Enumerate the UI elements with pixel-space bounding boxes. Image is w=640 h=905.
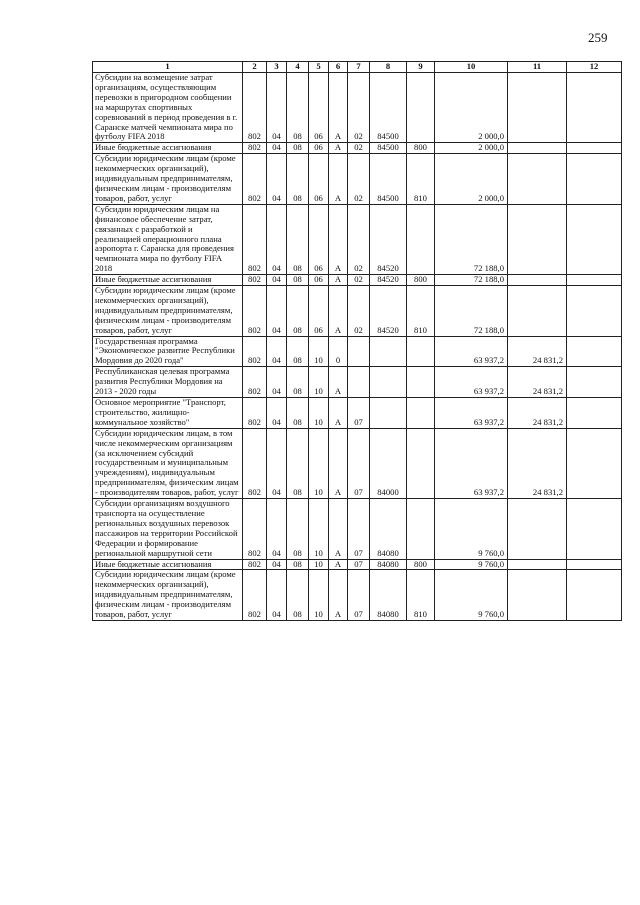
cell-col9: 810	[407, 154, 435, 205]
table-row	[93, 204, 622, 274]
cell-col10: 2 000,0	[435, 154, 508, 205]
cell-col4: 08	[287, 428, 309, 498]
cell-col6: А	[329, 73, 348, 143]
cell-col8: 84500	[370, 154, 407, 205]
budget-table	[92, 61, 622, 621]
cell-col7: 02	[348, 204, 370, 274]
row-name: Основное мероприятие "Транспорт, строительство, жилищно-коммунальное хозяйство"	[93, 398, 243, 429]
cell-col12	[567, 275, 622, 286]
cell-col9: 800	[407, 275, 435, 286]
table-row	[93, 336, 622, 367]
cell-col4: 08	[287, 367, 309, 398]
cell-col8: 84080	[370, 559, 407, 570]
cell-col12	[567, 143, 622, 154]
cell-col4: 08	[287, 559, 309, 570]
cell-col8: 84000	[370, 428, 407, 498]
cell-col9: 800	[407, 559, 435, 570]
cell-col12	[567, 367, 622, 398]
cell-col11	[508, 570, 567, 621]
cell-col5: 10	[309, 570, 329, 621]
cell-col2: 802	[243, 275, 267, 286]
cell-col2: 802	[243, 367, 267, 398]
cell-col3: 04	[267, 275, 287, 286]
row-name: Субсидии юридическим лицам на финансовое обеспечение затрат, связанных с разработкой и реализацией операционного плана аэропорта г. Саранска для проведения чемпионата мира по футболу FIFA 2018	[93, 204, 243, 274]
cell-col5: 10	[309, 559, 329, 570]
cell-col8: 84500	[370, 73, 407, 143]
cell-col11: 24 831,2	[508, 428, 567, 498]
cell-col12	[567, 398, 622, 429]
cell-col2: 802	[243, 559, 267, 570]
cell-col5: 10	[309, 428, 329, 498]
cell-col6: А	[329, 367, 348, 398]
cell-col4: 08	[287, 398, 309, 429]
row-name: Субсидии юридическим лицам (кроме некоммерческих организаций), индивидуальным предпринимателям, физическим лицам - производителям товаров, работ, услуг	[93, 154, 243, 205]
header-row	[93, 62, 622, 73]
cell-col2: 802	[243, 336, 267, 367]
cell-col8	[370, 336, 407, 367]
cell-col3: 04	[267, 559, 287, 570]
cell-col5: 10	[309, 398, 329, 429]
cell-col4: 08	[287, 143, 309, 154]
row-name: Субсидии юридическим лицам (кроме некоммерческих организаций), индивидуальным предпринимателям, физическим лицам - производителям товаров, работ, услуг	[93, 286, 243, 337]
cell-col7: 02	[348, 73, 370, 143]
cell-col10: 63 937,2	[435, 367, 508, 398]
cell-col11	[508, 204, 567, 274]
cell-col10: 72 188,0	[435, 275, 508, 286]
cell-col9: 800	[407, 143, 435, 154]
cell-col12	[567, 499, 622, 559]
cell-col6: А	[329, 204, 348, 274]
cell-col5: 10	[309, 336, 329, 367]
cell-col6: А	[329, 559, 348, 570]
cell-col10: 9 760,0	[435, 570, 508, 621]
row-name: Республиканская целевая программа развития Республики Мордовия на 2013 - 2020 годы	[93, 367, 243, 398]
cell-col6: А	[329, 570, 348, 621]
cell-col9	[407, 428, 435, 498]
column-header: 8	[370, 62, 407, 73]
table-row	[93, 367, 622, 398]
cell-col7: 07	[348, 570, 370, 621]
cell-col2: 802	[243, 286, 267, 337]
row-name: Иные бюджетные ассигнования	[93, 559, 243, 570]
cell-col11	[508, 286, 567, 337]
table-row	[93, 559, 622, 570]
cell-col3: 04	[267, 499, 287, 559]
cell-col2: 802	[243, 570, 267, 621]
row-name: Субсидии на возмещение затрат организациям, осуществляющим перевозки в пригородном сообщении на маршрутах спортивных соревнований в период проведения в г. Саранске матчей чемпионата мира по футболу FIFA 2018	[93, 73, 243, 143]
table-row	[93, 143, 622, 154]
table-row	[93, 154, 622, 205]
column-header: 10	[435, 62, 508, 73]
cell-col3: 04	[267, 143, 287, 154]
column-header: 6	[329, 62, 348, 73]
cell-col8: 84520	[370, 204, 407, 274]
cell-col3: 04	[267, 367, 287, 398]
cell-col8	[370, 398, 407, 429]
cell-col6: А	[329, 398, 348, 429]
cell-col2: 802	[243, 398, 267, 429]
cell-col10: 2 000,0	[435, 143, 508, 154]
cell-col3: 04	[267, 286, 287, 337]
table-row	[93, 286, 622, 337]
row-name: Субсидии юридическим лицам (кроме некоммерческих организаций), индивидуальным предпринимателям, физическим лицам - производителям товаров, работ, услуг	[93, 570, 243, 621]
table-row	[93, 570, 622, 621]
cell-col6: А	[329, 499, 348, 559]
cell-col2: 802	[243, 204, 267, 274]
cell-col8: 84520	[370, 275, 407, 286]
cell-col12	[567, 204, 622, 274]
cell-col8: 84520	[370, 286, 407, 337]
row-name: Субсидии организациям воздушного транспорта на осуществление региональных воздушных перевозок пассажиров на территории Российской Федерации и формирование региональной маршрутной сети	[93, 499, 243, 559]
cell-col3: 04	[267, 204, 287, 274]
cell-col4: 08	[287, 204, 309, 274]
cell-col8: 84080	[370, 570, 407, 621]
cell-col6: А	[329, 154, 348, 205]
table-row	[93, 398, 622, 429]
cell-col4: 08	[287, 275, 309, 286]
cell-col7: 07	[348, 428, 370, 498]
column-header: 7	[348, 62, 370, 73]
cell-col7: 07	[348, 499, 370, 559]
cell-col9	[407, 73, 435, 143]
cell-col7: 07	[348, 398, 370, 429]
cell-col5: 06	[309, 286, 329, 337]
column-header: 5	[309, 62, 329, 73]
cell-col12	[567, 286, 622, 337]
cell-col9	[407, 336, 435, 367]
cell-col11	[508, 73, 567, 143]
column-header: 9	[407, 62, 435, 73]
cell-col7: 02	[348, 275, 370, 286]
cell-col3: 04	[267, 570, 287, 621]
cell-col6: А	[329, 143, 348, 154]
cell-col10: 63 937,2	[435, 428, 508, 498]
cell-col9: 810	[407, 286, 435, 337]
cell-col9: 810	[407, 570, 435, 621]
cell-col4: 08	[287, 336, 309, 367]
cell-col2: 802	[243, 499, 267, 559]
cell-col10: 63 937,2	[435, 398, 508, 429]
cell-col10: 2 000,0	[435, 73, 508, 143]
cell-col5: 06	[309, 143, 329, 154]
cell-col8: 84500	[370, 143, 407, 154]
cell-col8: 84080	[370, 499, 407, 559]
cell-col11: 24 831,2	[508, 336, 567, 367]
cell-col12	[567, 154, 622, 205]
column-header: 11	[508, 62, 567, 73]
cell-col7: 02	[348, 154, 370, 205]
cell-col10: 9 760,0	[435, 559, 508, 570]
cell-col6: 0	[329, 336, 348, 367]
cell-col6: А	[329, 428, 348, 498]
cell-col4: 08	[287, 570, 309, 621]
cell-col10: 63 937,2	[435, 336, 508, 367]
cell-col3: 04	[267, 73, 287, 143]
cell-col12	[567, 73, 622, 143]
cell-col11: 24 831,2	[508, 367, 567, 398]
table-row	[93, 499, 622, 559]
cell-col12	[567, 570, 622, 621]
cell-col3: 04	[267, 336, 287, 367]
cell-col11	[508, 275, 567, 286]
cell-col8	[370, 367, 407, 398]
cell-col9	[407, 367, 435, 398]
cell-col5: 10	[309, 499, 329, 559]
cell-col5: 06	[309, 73, 329, 143]
column-header: 3	[267, 62, 287, 73]
cell-col9	[407, 398, 435, 429]
column-header: 12	[567, 62, 622, 73]
cell-col9	[407, 499, 435, 559]
cell-col4: 08	[287, 73, 309, 143]
cell-col12	[567, 559, 622, 570]
cell-col3: 04	[267, 154, 287, 205]
cell-col11	[508, 143, 567, 154]
cell-col7: 07	[348, 559, 370, 570]
cell-col10: 9 760,0	[435, 499, 508, 559]
cell-col11	[508, 559, 567, 570]
page-number: 259	[588, 30, 608, 45]
cell-col2: 802	[243, 143, 267, 154]
cell-col2: 802	[243, 428, 267, 498]
table-row	[93, 73, 622, 143]
cell-col7	[348, 336, 370, 367]
cell-col11	[508, 154, 567, 205]
cell-col10: 72 188,0	[435, 204, 508, 274]
cell-col5: 06	[309, 154, 329, 205]
cell-col5: 06	[309, 275, 329, 286]
cell-col2: 802	[243, 154, 267, 205]
cell-col4: 08	[287, 286, 309, 337]
cell-col7: 02	[348, 286, 370, 337]
cell-col11	[508, 499, 567, 559]
cell-col6: А	[329, 286, 348, 337]
cell-col9	[407, 204, 435, 274]
column-header: 4	[287, 62, 309, 73]
column-header: 2	[243, 62, 267, 73]
cell-col7	[348, 367, 370, 398]
row-name: Субсидии юридическим лицам, в том числе некоммерческим организациям (за исключением субсидий государственным и муниципальным учреждениям), индивидуальным предпринимателям, физическим лицам - производителям товаров, работ, услуг	[93, 428, 243, 498]
row-name: Государственная программа "Экономическое развитие Республики Мордовия до 2020 года"	[93, 336, 243, 367]
cell-col5: 06	[309, 204, 329, 274]
row-name: Иные бюджетные ассигнования	[93, 275, 243, 286]
cell-col4: 08	[287, 499, 309, 559]
cell-col3: 04	[267, 398, 287, 429]
cell-col6: А	[329, 275, 348, 286]
cell-col2: 802	[243, 73, 267, 143]
row-name: Иные бюджетные ассигнования	[93, 143, 243, 154]
cell-col12	[567, 428, 622, 498]
column-header: 1	[93, 62, 243, 73]
cell-col5: 10	[309, 367, 329, 398]
table-row	[93, 428, 622, 498]
table-row	[93, 275, 622, 286]
cell-col11: 24 831,2	[508, 398, 567, 429]
cell-col4: 08	[287, 154, 309, 205]
cell-col7: 02	[348, 143, 370, 154]
cell-col3: 04	[267, 428, 287, 498]
cell-col10: 72 188,0	[435, 286, 508, 337]
cell-col12	[567, 336, 622, 367]
